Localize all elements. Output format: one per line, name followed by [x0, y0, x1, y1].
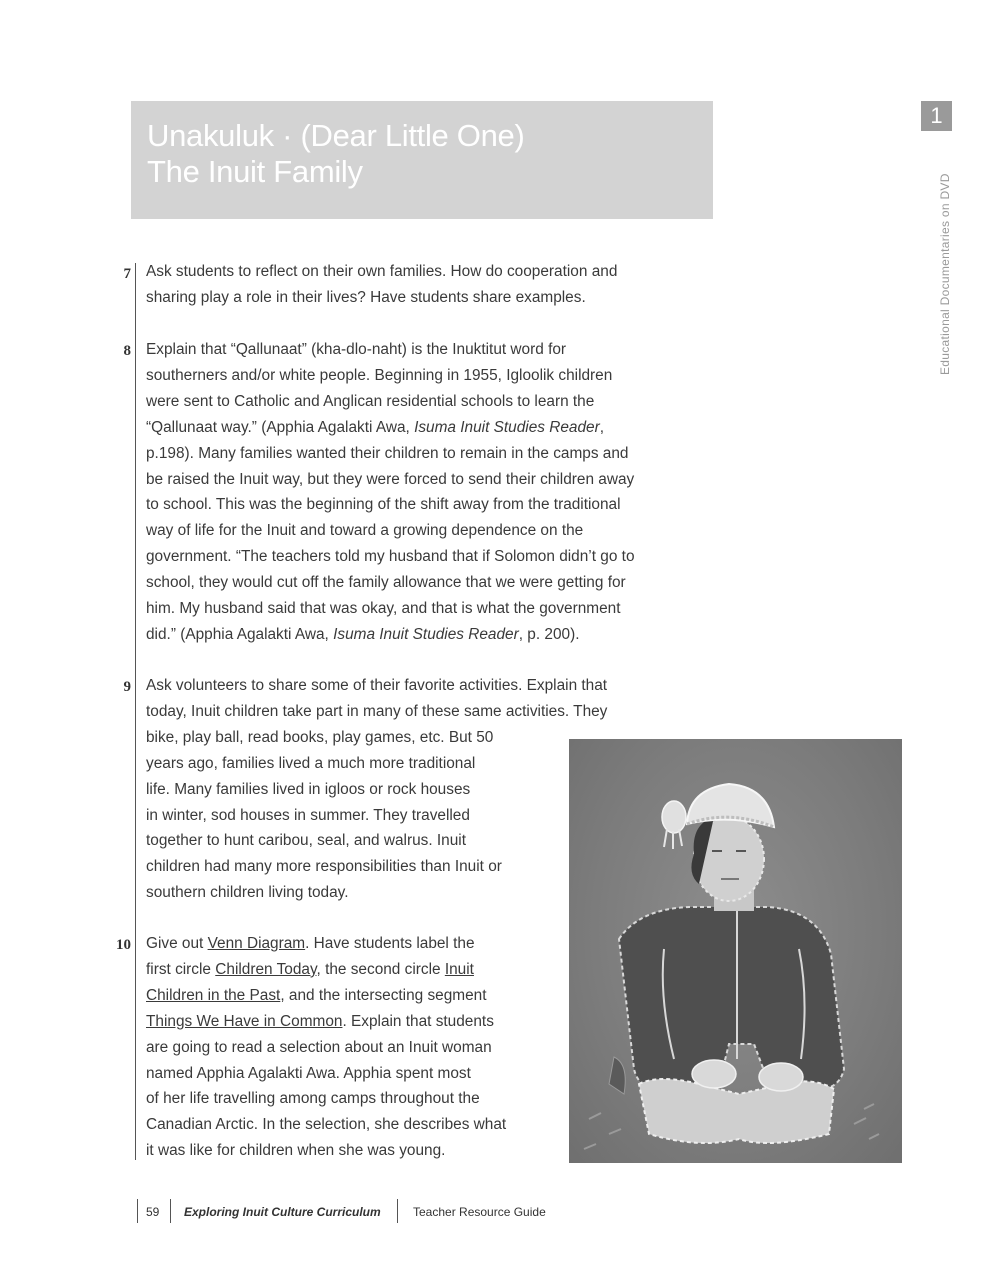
title-banner: [131, 101, 713, 219]
step-7-text: [146, 259, 617, 311]
text-line: years ago, families lived a much more traditional: [146, 754, 476, 772]
book-title: Isuma Inuit Studies Reader: [333, 625, 519, 643]
text-fragment: Give out: [146, 935, 208, 952]
page-title-line1: Unakuluk · (Dear Little One): [147, 118, 525, 153]
text-line: [146, 957, 506, 983]
guide-label: Teacher Resource Guide: [413, 1205, 546, 1219]
chapter-number-badge: 1: [921, 101, 952, 131]
step-number-9: 9: [123, 679, 131, 695]
things-in-common-term: Things We Have in Common: [146, 1012, 343, 1030]
venn-diagram-term: Venn Diagram: [207, 935, 306, 952]
step-8-text: [146, 337, 635, 648]
embroidery-illustration: [569, 739, 902, 1163]
text-fragment: first circle: [146, 960, 216, 978]
text-fragment: did.” (Apphia Agalakti Awa,: [146, 625, 334, 643]
text-line: named Apphia Agalakti Awa. Apphia spent most: [146, 1064, 471, 1082]
text-fragment: ,: [599, 418, 604, 436]
text-line: Ask students to reflect on their own families. How do cooperation and: [146, 263, 618, 280]
text-fragment: . Explain that students: [342, 1012, 494, 1030]
series-title: Exploring Inuit Culture Curriculum: [184, 1205, 381, 1219]
footer-divider: [137, 1199, 138, 1223]
footer-divider: [170, 1199, 171, 1223]
text-line: government. “The teachers told my husband that if Solomon didn’t go to: [146, 548, 635, 566]
text-line: Ask volunteers to share some of their favorite activities. Explain that: [146, 677, 608, 694]
text-line: today, Inuit children take part in many of these same activities. They: [146, 702, 608, 720]
text-fragment: , p. 200).: [518, 625, 580, 643]
text-line: were sent to Catholic and Anglican residential schools to learn the: [146, 392, 595, 410]
text-line: together to hunt caribou, seal, and walrus. Inuit: [146, 832, 466, 850]
text-line: [146, 983, 506, 1009]
step-number-10: 10: [116, 937, 131, 953]
text-line: [146, 931, 506, 957]
text-line: school, they would cut off the family allowance that we were getting for: [146, 574, 626, 592]
step-divider-line: [135, 263, 136, 1160]
text-line: southerners and/or white people. Beginning in 1955, Igloolik children: [146, 366, 613, 384]
step-10-text: [146, 931, 506, 1164]
text-line: children had many more responsibilities than Inuit or: [146, 858, 502, 876]
footer-divider: [397, 1199, 398, 1223]
text-line: [146, 415, 635, 441]
text-fragment: . Have students label the: [305, 935, 475, 952]
text-line: him. My husband said that was okay, and that is what the government: [146, 600, 621, 618]
text-line: way of life for the Inuit and toward a growing dependence on the: [146, 522, 584, 540]
text-line: southern children living today.: [146, 884, 349, 902]
inuit-term: Inuit: [444, 960, 474, 978]
text-line: it was like for children when she was young.: [146, 1142, 446, 1160]
text-fragment: , and the intersecting segment: [280, 986, 487, 1004]
children-past-term: Children in the Past: [146, 986, 281, 1004]
section-side-label: Educational Documentaries on DVD: [938, 173, 952, 375]
text-line: bike, play ball, read books, play games, etc. But 50: [146, 728, 494, 746]
text-line: to school. This was the beginning of the shift away from the traditional: [146, 496, 621, 514]
text-line: in winter, sod houses in summer. They travelled: [146, 806, 470, 824]
text-line: [146, 1009, 506, 1035]
book-title: Isuma Inuit Studies Reader: [414, 418, 600, 436]
step-number-8: 8: [123, 343, 131, 359]
text-line: [146, 622, 635, 648]
text-line: Explain that “Qallunaat” (kha-dlo-naht) is the Inuktitut word for: [146, 341, 567, 358]
text-line: sharing play a role in their lives? Have students share examples.: [146, 288, 586, 306]
children-today-term: Children Today: [215, 960, 317, 978]
page-title-line2: The Inuit Family: [147, 154, 363, 189]
text-line: Canadian Arctic. In the selection, she describes what: [146, 1116, 507, 1134]
text-fragment: , the second circle: [316, 960, 445, 978]
text-line: p.198). Many families wanted their children to remain in the camps and: [146, 444, 629, 462]
page-number: 59: [146, 1205, 160, 1219]
text-line: of her life travelling among camps throughout the: [146, 1090, 480, 1108]
text-line: life. Many families lived in igloos or rock houses: [146, 780, 471, 798]
text-line: be raised the Inuit way, but they were forced to send their children away: [146, 470, 635, 488]
step-number-7: 7: [123, 266, 131, 282]
text-fragment: “Qallunaat way.” (Apphia Agalakti Awa,: [146, 418, 415, 436]
text-line: are going to read a selection about an Inuit woman: [146, 1038, 492, 1056]
inuit-child-embroidery-image: [569, 739, 902, 1163]
step-9-text: [146, 673, 607, 906]
